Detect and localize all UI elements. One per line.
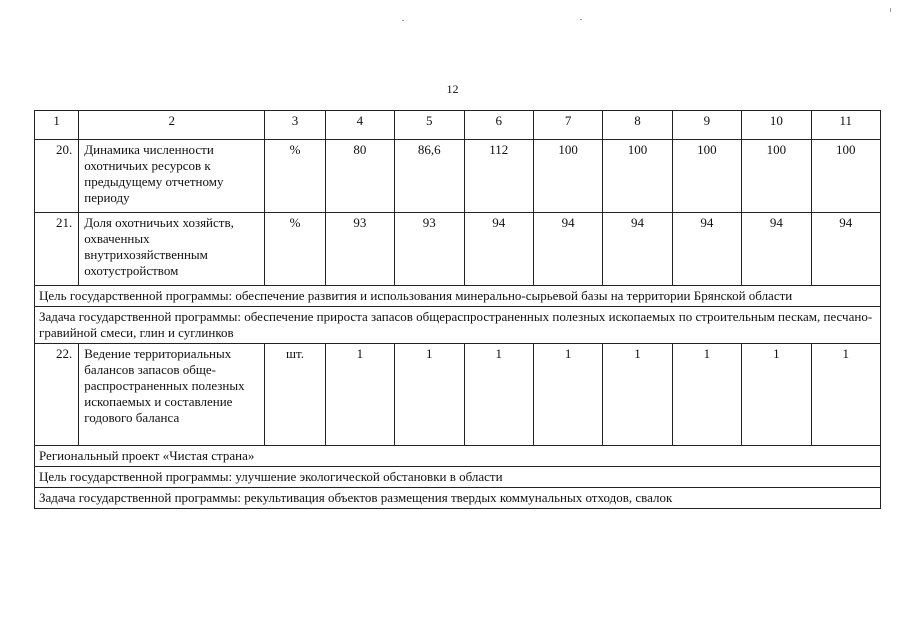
col-header: 6: [464, 111, 533, 140]
row-index: 21.: [35, 213, 79, 286]
value-cell: 94: [464, 213, 533, 286]
task-row: [35, 488, 881, 509]
unit-cell: шт.: [265, 344, 325, 446]
col-header: 7: [533, 111, 602, 140]
goal-row: [35, 467, 881, 488]
goal-row: [35, 286, 881, 307]
value-cell: 1: [533, 344, 602, 446]
table-row: [35, 213, 881, 286]
value-cell: 112: [464, 140, 533, 213]
indicator-name: Доля охотничьих хозяйств, охваченных внутрихозяйственным охотустройством: [79, 213, 265, 286]
value-cell: 94: [742, 213, 811, 286]
value-cell: 94: [603, 213, 672, 286]
project-text: Региональный проект «Чистая страна»: [35, 446, 881, 467]
col-header: 9: [672, 111, 741, 140]
col-header: 5: [395, 111, 464, 140]
table-row: [35, 140, 881, 213]
indicators-table: [34, 110, 881, 509]
value-cell: 1: [742, 344, 811, 446]
goal-text: Цель государственной программы: обеспечение развития и использования минерально-сырьевой базы на территории Брянской области: [35, 286, 881, 307]
value-cell: 1: [603, 344, 672, 446]
value-cell: 100: [533, 140, 602, 213]
scan-speck: [890, 8, 891, 12]
unit-cell: %: [265, 140, 325, 213]
value-cell: 1: [811, 344, 880, 446]
value-cell: 94: [811, 213, 880, 286]
value-cell: 1: [672, 344, 741, 446]
col-header: 10: [742, 111, 811, 140]
value-cell: 1: [464, 344, 533, 446]
value-cell: 100: [811, 140, 880, 213]
header-row: [35, 111, 881, 140]
row-index: 22.: [35, 344, 79, 446]
value-cell: 1: [395, 344, 464, 446]
value-cell: 86,6: [395, 140, 464, 213]
value-cell: 100: [603, 140, 672, 213]
task-text: Задача государственной программы: рекультивация объектов размещения твердых коммунальных отходов, свалок: [35, 488, 881, 509]
value-cell: 94: [672, 213, 741, 286]
unit-cell: %: [265, 213, 325, 286]
col-header: 2: [79, 111, 265, 140]
scan-speck: [580, 19, 582, 20]
value-cell: 80: [325, 140, 394, 213]
value-cell: 100: [672, 140, 741, 213]
scan-speck: [402, 20, 404, 21]
task-row: [35, 307, 881, 344]
value-cell: 93: [325, 213, 394, 286]
value-cell: 94: [533, 213, 602, 286]
value-cell: 100: [742, 140, 811, 213]
value-cell: 93: [395, 213, 464, 286]
project-row: [35, 446, 881, 467]
goal-text: Цель государственной программы: улучшение экологической обстановки в области: [35, 467, 881, 488]
page-number: 12: [446, 82, 459, 96]
col-header: 3: [265, 111, 325, 140]
col-header: 8: [603, 111, 672, 140]
table-row: [35, 344, 881, 446]
indicator-name: Динамика численности охотничьих ресурсов к предыдущему отчетному периоду: [79, 140, 265, 213]
row-index: 20.: [35, 140, 79, 213]
col-header: 1: [35, 111, 79, 140]
col-header: 4: [325, 111, 394, 140]
indicator-name: Ведение территориальных балансов запасов обще-распространенных полезных ископаемых и составление годового баланса: [79, 344, 265, 446]
task-text: Задача государственной программы: обеспечение прироста запасов общераспространенных полезных ископаемых по строительным пескам, песчано-гравийной смеси, глин и суглинков: [35, 307, 881, 344]
col-header: 11: [811, 111, 880, 140]
value-cell: 1: [325, 344, 394, 446]
